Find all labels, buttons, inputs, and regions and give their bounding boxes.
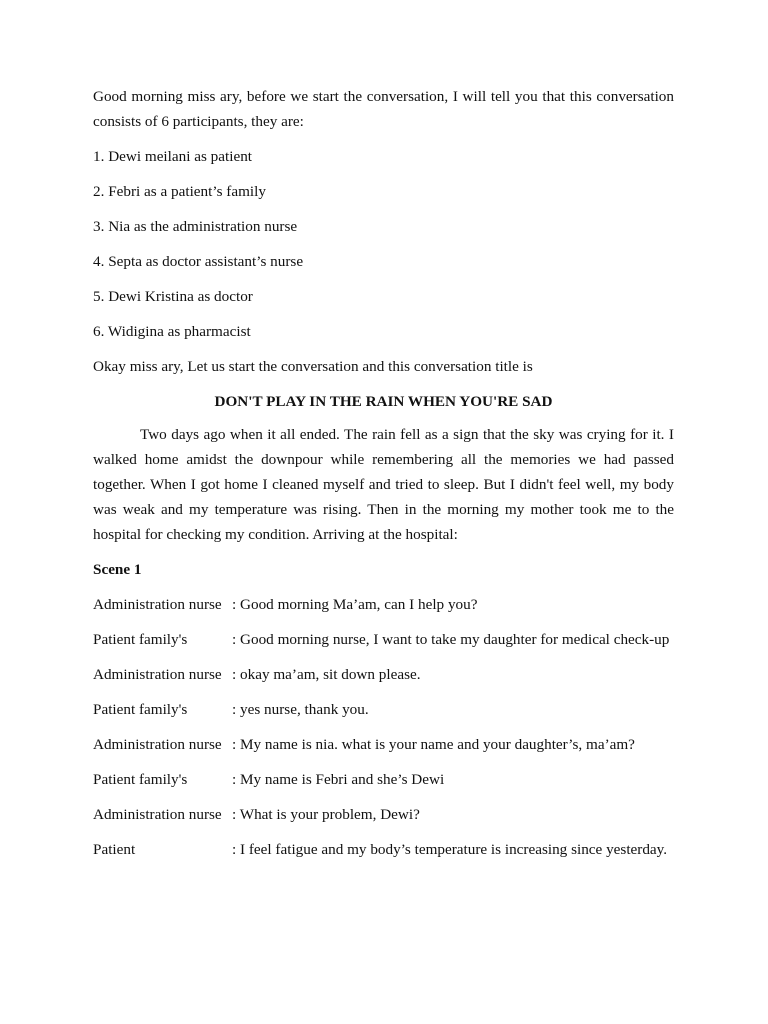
participant-item: 2. Febri as a patient’s family bbox=[93, 183, 266, 200]
conversation-title: DON'T PLAY IN THE RAIN WHEN YOU'RE SAD bbox=[214, 393, 553, 410]
speaker-label: Administration nurse bbox=[93, 596, 222, 613]
scene-heading: Scene 1 bbox=[93, 561, 142, 578]
participant-item: 6. Widigina as pharmacist bbox=[93, 323, 251, 340]
dialogue-line bbox=[93, 627, 674, 652]
speaker-label: Administration nurse bbox=[93, 736, 222, 753]
speaker-label: Patient family's bbox=[93, 631, 188, 648]
speech-text: : Good morning Ma’am, can I help you? bbox=[232, 596, 478, 613]
dialogue-line bbox=[93, 697, 674, 722]
participant-item: 1. Dewi meilani as patient bbox=[93, 148, 253, 165]
speech-text: : Good morning nurse, I want to take my daughter for medical check-up bbox=[232, 631, 670, 648]
speaker-label: Patient bbox=[93, 841, 136, 858]
speech-text: : yes nurse, thank you. bbox=[232, 701, 369, 718]
speaker-label: Administration nurse bbox=[93, 806, 222, 823]
participant-list bbox=[93, 144, 674, 354]
participant-item: 4. Septa as doctor assistant’s nurse bbox=[93, 253, 304, 270]
dialogue-line bbox=[93, 662, 674, 687]
speech-text: : My name is nia. what is your name and your daughter’s, ma’am? bbox=[232, 736, 635, 753]
speaker-label: Administration nurse bbox=[93, 666, 222, 683]
speech-text: : What is your problem, Dewi? bbox=[232, 806, 420, 823]
dialogue-line bbox=[93, 732, 674, 757]
dialogue-list bbox=[93, 592, 674, 862]
intro-paragraph: Good morning miss ary, before we start the conversation, I will tell you that this conversation consists of 6 participants, they are: bbox=[93, 88, 674, 130]
speech-text: : okay ma’am, sit down please. bbox=[232, 666, 421, 683]
speaker-label: Patient family's bbox=[93, 771, 188, 788]
participant-item: 3. Nia as the administration nurse bbox=[93, 218, 298, 235]
dialogue-line bbox=[93, 592, 674, 617]
dialogue-line bbox=[93, 802, 674, 827]
speech-text: : My name is Febri and she’s Dewi bbox=[232, 771, 445, 788]
story-paragraph: Two days ago when it all ended. The rain fell as a sign that the sky was crying for it. I walked home amidst the downpour while remembering all the memories we had passed together. When I got home I cleaned myself and tried to sleep. But I didn't feel well, my body was weak and my temperature was rising. Then in the morning my mother took me to the hospital for checking my condition. Arriving at the hospital: bbox=[93, 426, 674, 543]
dialogue-line bbox=[93, 767, 674, 792]
speech-text: : I feel fatigue and my body’s temperature is increasing since yesterday. bbox=[232, 841, 668, 858]
lead-in-sentence: Okay miss ary, Let us start the conversation and this conversation title is bbox=[93, 358, 533, 375]
participant-item: 5. Dewi Kristina as doctor bbox=[93, 288, 253, 305]
dialogue-line bbox=[93, 837, 674, 862]
document-page bbox=[93, 84, 674, 872]
speaker-label: Patient family's bbox=[93, 701, 188, 718]
